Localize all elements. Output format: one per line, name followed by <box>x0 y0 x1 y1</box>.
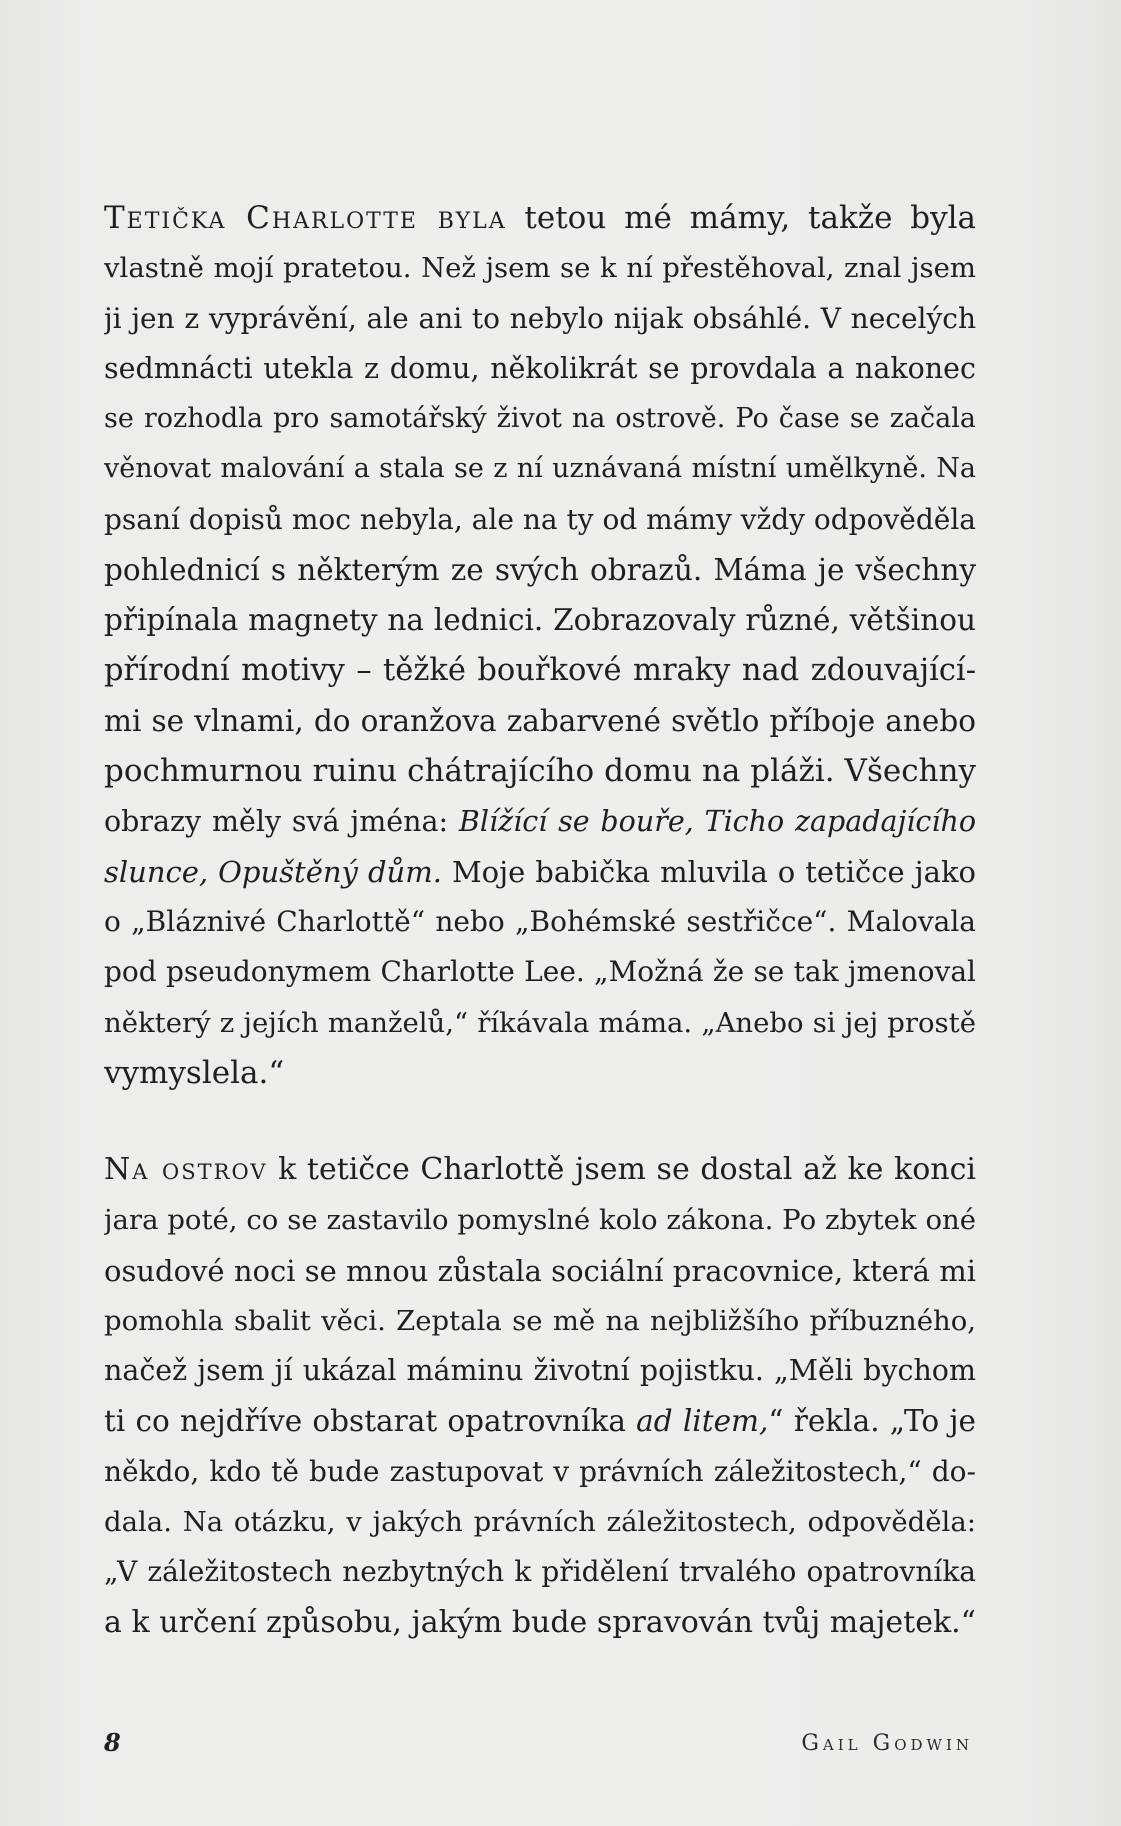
text-line: přírodní motivy – těžké bouřkové mraky nad zdouvající- <box>104 652 976 688</box>
paragraph-1 <box>104 193 976 1098</box>
text-line: obrazy měly svá jména: Blížící se bouře, Ticho zapadajícího <box>104 804 976 838</box>
text-line: dala. Na otázku, v jakých právních záležitostech, odpověděla: <box>104 1506 976 1539</box>
text-line: ti co nejdříve obstarat opatrovníka ad litem,“ řekla. „To je <box>104 1404 976 1439</box>
text-line: načež jsem jí ukázal máminu životní pojistku. „Měli bychom <box>104 1354 976 1388</box>
text-line: o „Bláznivé Charlottě“ nebo „Bohémské sestřičce“. Malovala <box>104 905 976 939</box>
text-line: pochmurnou ruinu chátrajícího domu na pláži. Všechny <box>104 753 976 790</box>
paragraph-lead-small-caps: Tetička Charlotte byla <box>104 200 507 236</box>
page-number: 8 <box>104 1728 121 1757</box>
italic-painting-titles: Blížící se bouře, Ticho zapadajícího <box>458 804 976 838</box>
text-line: věnovat malování a stala se z ní uznávaná místní umělkyně. Na <box>104 453 976 485</box>
running-footer-author: Gail Godwin <box>801 1731 973 1756</box>
text-line: sedmnácti utekla z domu, několikrát se provdala a nakonec <box>104 351 976 385</box>
italic-latin-term: ad litem, <box>636 1404 769 1439</box>
text-line: pod pseudonymem Charlotte Lee. „Možná že se tak jmenoval <box>104 955 976 989</box>
text-line: se rozhodla pro samotářský život na ostrově. Po čase se začala <box>104 403 976 435</box>
text-line: osudové noci se mnou zůstala sociální pracovnice, která mi <box>104 1253 976 1288</box>
text-line: Tetička Charlotte byla tetou mé mámy, takže byla <box>104 200 976 236</box>
text-line: někdo, kdo tě bude zastupovat v právních záležitostech,“ do- <box>104 1454 976 1488</box>
text-line: vlastně mojí pratetou. Než jsem se k ní přestěhoval, znal jsem <box>104 252 976 285</box>
text-line: jara poté, co se zastavilo pomyslné kolo zákona. Po zbytek oné <box>104 1204 976 1237</box>
text-line: a k určení způsobu, jakým bude spravován tvůj majetek.“ <box>104 1604 976 1640</box>
italic-painting-titles: slunce, Opuštěný dům. <box>104 854 442 889</box>
text-line: pomohla sbalit věci. Zeptala se mě na nejbližšího příbuzného, <box>104 1304 976 1337</box>
paragraph-lead-small-caps: Na ostrov <box>104 1152 268 1187</box>
text-line: ji jen z vyprávění, ale ani to nebylo nijak obsáhlé. V necelých <box>104 301 976 335</box>
text-line: psaní dopisů moc nebyla, ale na ty od mámy vždy odpověděla <box>104 502 976 536</box>
text-line: připínala magnety na lednici. Zobrazovaly různé, většinou <box>104 603 976 638</box>
text-line: mi se vlnami, do oranžova zabarvené světlo příboje anebo <box>104 703 976 738</box>
text-line: Na ostrov k tetičce Charlottě jsem se dostal až ke konci <box>104 1152 976 1187</box>
text-line: slunce, Opuštěný dům. Moje babička mluvila o tetičce jako <box>104 854 976 889</box>
text-line: některý z jejích manželů,“ říkávala máma. „Anebo si jej prostě <box>104 1006 976 1039</box>
text-line: „V záležitostech nezbytných k přidělení trvalého opatrovníka <box>104 1555 976 1589</box>
text-line: pohlednicí s některým ze svých obrazů. Máma je všechny <box>104 553 976 588</box>
text-line: vymyslela.“ <box>104 1055 285 1092</box>
paragraph-2 <box>104 1145 976 1648</box>
